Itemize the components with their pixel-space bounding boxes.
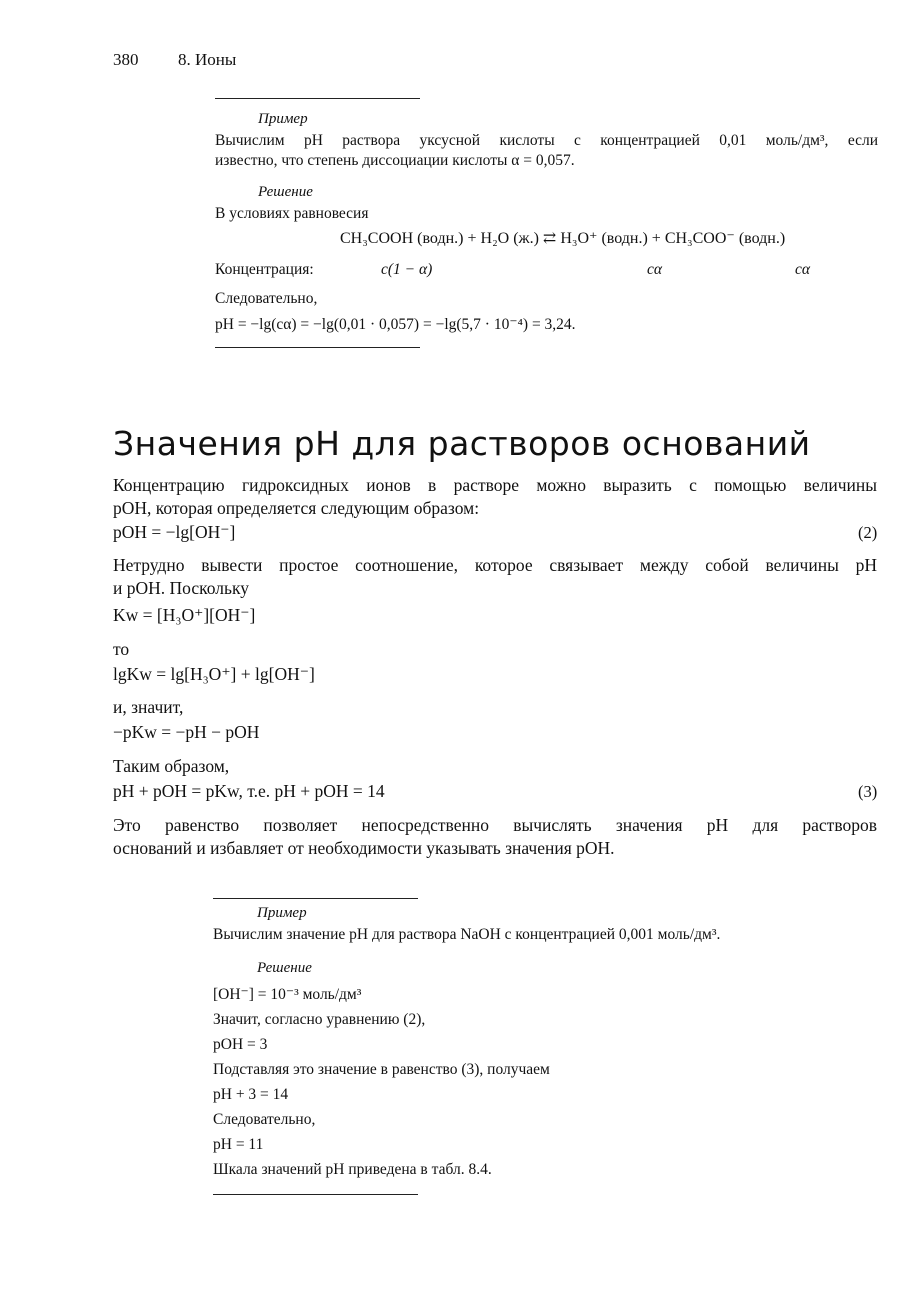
text-to: то bbox=[113, 639, 130, 659]
equation-number-3: (3) bbox=[858, 782, 878, 801]
example2-solution-label: Решение bbox=[257, 960, 312, 976]
paragraph3-line2: оснований и избавляет от необходимости указывать значения pOH. bbox=[113, 838, 615, 858]
example1-label: Пример bbox=[258, 111, 308, 127]
example2-line8: Шкала значений pH приведена в табл. 8.4. bbox=[213, 1161, 492, 1178]
example2-line4: Подставляя это значение в равенство (3), получаем bbox=[213, 1061, 550, 1078]
example1-text-line1: Вычислим pH раствора уксусной кислоты с концентрацией 0,01 моль/дм³, если bbox=[215, 132, 878, 149]
text-takim-obrazom: Таким образом, bbox=[113, 756, 230, 776]
example2-line6: Следовательно, bbox=[213, 1111, 316, 1128]
equation-lgkw: lgKw = lg[H₃O⁺] + lg[OH⁻] bbox=[113, 664, 315, 684]
equation-number-2: (2) bbox=[858, 523, 878, 542]
example2-text: Вычислим значение pH для раствора NaOH с концентрацией 0,001 моль/дм³. bbox=[213, 926, 721, 943]
example2-line5: pH + 3 = 14 bbox=[213, 1086, 289, 1103]
paragraph2-line1: Нетрудно вывести простое соотношение, которое связывает между собой величины pH bbox=[113, 555, 877, 575]
equation-ph-poh: pH + pOH = pKw, т.е. pH + pOH = 14 bbox=[113, 781, 385, 801]
section-heading-wrap bbox=[113, 424, 811, 463]
equation-pkw: −pKw = −pH − pOH bbox=[113, 722, 260, 742]
example2-line1: [OH⁻] = 10⁻³ моль/дм³ bbox=[213, 986, 362, 1003]
example2-line7: pH = 11 bbox=[213, 1136, 264, 1153]
example2-line2: Значит, согласно уравнению (2), bbox=[213, 1011, 426, 1028]
example1-therefore: Следовательно, bbox=[215, 290, 318, 307]
example1-reaction: CH₃COOH (водн.) + H₂O (ж.) ⇄ H₃O⁺ (водн.) + CH₃COO⁻ (водн.) bbox=[340, 230, 786, 247]
example1-solution-label: Решение bbox=[258, 184, 313, 200]
page-number: 380 bbox=[113, 50, 139, 69]
example2-top-rule bbox=[213, 898, 418, 899]
equation-poh: pOH = −lg[OH⁻] bbox=[113, 522, 236, 542]
example1-text-line2: известно, что степень диссоциации кислоты α = 0,057. bbox=[215, 152, 575, 169]
example2-label: Пример bbox=[257, 905, 307, 921]
paragraph1-line2: pOH, которая определяется следующим образом: bbox=[113, 498, 480, 518]
example1-concentration-acid: c(1 − α) bbox=[381, 261, 433, 278]
section-title: Значения pH для растворов оснований bbox=[113, 424, 811, 463]
chapter-title: 8. Ионы bbox=[178, 50, 237, 69]
example2-line3: pOH = 3 bbox=[213, 1036, 268, 1053]
example1-equilibrium-intro: В условиях равновесия bbox=[215, 205, 369, 222]
example1-top-rule bbox=[215, 98, 420, 99]
example1-concentration-label: Концентрация: bbox=[215, 261, 314, 278]
paragraph1-line1: Концентрацию гидроксидных ионов в растворе можно выразить с помощью величины bbox=[113, 475, 877, 495]
equation-kw: Kw = [H₃O⁺][OH⁻] bbox=[113, 605, 256, 625]
example1-bottom-rule bbox=[215, 347, 420, 348]
paragraph2-line2: и pOH. Поскольку bbox=[113, 578, 249, 598]
example2-bottom-rule bbox=[213, 1194, 418, 1195]
example1-concentration-acetate: cα bbox=[795, 261, 811, 278]
example1-concentration-h3o: cα bbox=[647, 261, 663, 278]
paragraph3-line1: Это равенство позволяет непосредственно вычислять значения pH для растворов bbox=[113, 815, 877, 835]
example1-ph-result: pH = −lg(cα) = −lg(0,01 · 0,057) = −lg(5,7 · 10⁻⁴) = 3,24. bbox=[215, 316, 576, 333]
text-i-znachit: и, значит, bbox=[113, 697, 184, 717]
